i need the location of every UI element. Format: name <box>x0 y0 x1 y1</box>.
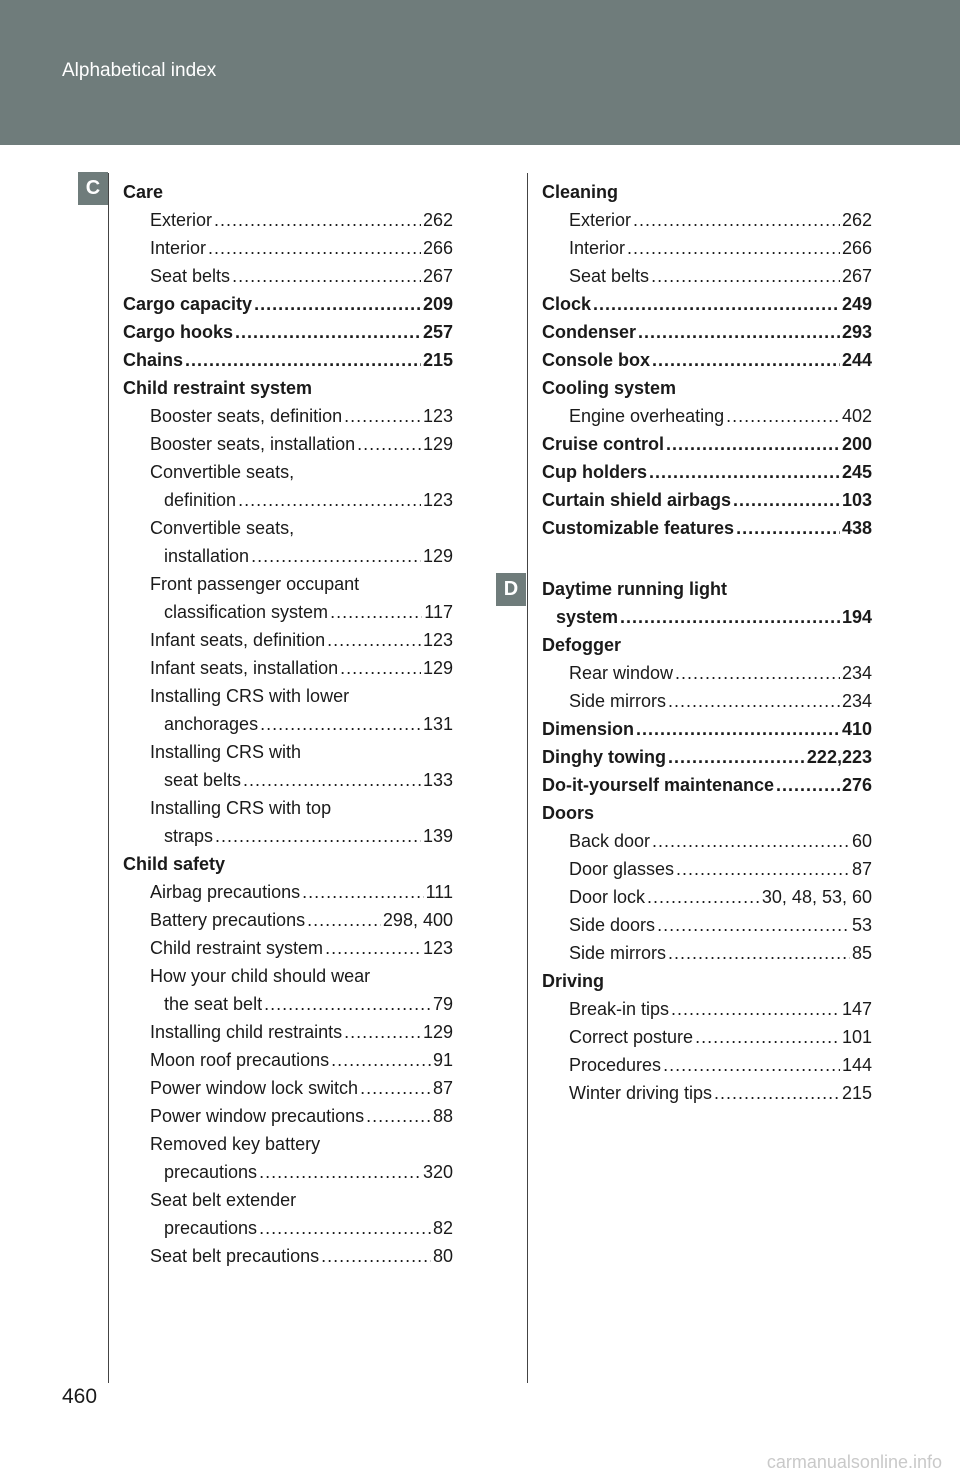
index-entry <box>569 1079 872 1107</box>
index-entry <box>569 234 872 262</box>
index-entry <box>150 934 453 962</box>
index-term: precautions <box>164 1162 258 1182</box>
page-reference[interactable]: 60 <box>851 831 872 851</box>
index-term: Interior <box>569 238 626 258</box>
page-reference[interactable]: 87 <box>432 1078 453 1098</box>
dot-leader <box>726 402 840 430</box>
index-term: Side mirrors <box>569 691 667 711</box>
page-header <box>0 0 960 145</box>
index-term: Exterior <box>150 210 213 230</box>
index-entry <box>164 598 453 626</box>
index-entry <box>542 458 872 486</box>
page-reference[interactable]: 298, 400 <box>382 910 453 930</box>
index-term: Curtain shield airbags <box>542 490 732 510</box>
index-entry <box>569 402 872 430</box>
page-reference[interactable]: 267 <box>841 266 872 286</box>
dot-leader <box>657 911 850 939</box>
dot-leader <box>232 262 421 290</box>
index-term: Defogger <box>542 635 622 655</box>
dot-leader <box>663 1051 840 1079</box>
dot-leader <box>776 771 840 799</box>
page-reference[interactable]: 85 <box>851 943 872 963</box>
index-entry <box>123 374 453 402</box>
index-term: Cleaning <box>542 182 619 202</box>
index-entry <box>150 878 453 906</box>
index-entry <box>542 178 872 206</box>
index-entry <box>164 990 453 1018</box>
index-term: Removed key battery <box>150 1134 321 1154</box>
index-term: Care <box>123 182 164 202</box>
page-reference[interactable]: 133 <box>422 770 453 790</box>
index-term: Winter driving tips <box>569 1083 713 1103</box>
dot-leader <box>260 710 421 738</box>
index-entry <box>123 178 453 206</box>
index-term: Console box <box>542 350 651 370</box>
dot-leader <box>676 855 850 883</box>
index-term: Cargo capacity <box>123 294 253 314</box>
index-entry <box>150 794 453 822</box>
dot-leader <box>636 715 840 743</box>
index-entry <box>164 542 453 570</box>
index-entry <box>123 346 453 374</box>
index-term: Battery precautions <box>150 910 306 930</box>
dot-leader <box>259 1158 421 1186</box>
dot-leader <box>357 430 421 458</box>
index-term: Exterior <box>569 210 632 230</box>
index-term: Correct posture <box>569 1027 694 1047</box>
index-entry <box>569 939 872 967</box>
dot-leader <box>671 995 840 1023</box>
page-reference[interactable]: 262 <box>422 210 453 230</box>
dot-leader <box>214 206 421 234</box>
index-term: system <box>556 607 619 627</box>
dot-leader <box>235 318 421 346</box>
index-entry <box>569 687 872 715</box>
index-term: Installing CRS with lower <box>150 686 350 706</box>
index-entry <box>150 962 453 990</box>
index-term: Clock <box>542 294 592 314</box>
index-term: classification system <box>164 602 329 622</box>
page-reference[interactable]: 123 <box>422 490 453 510</box>
dot-leader <box>668 743 805 771</box>
index-entry <box>569 827 872 855</box>
page-reference[interactable]: 79 <box>432 994 453 1014</box>
dot-leader <box>344 402 421 430</box>
dot-leader <box>668 939 850 967</box>
page-reference[interactable]: 245 <box>841 462 872 482</box>
page-reference[interactable]: 101 <box>841 1027 872 1047</box>
dot-leader <box>330 598 422 626</box>
page-reference[interactable]: 410 <box>841 719 872 739</box>
index-entry <box>150 1242 453 1270</box>
dot-leader <box>185 346 421 374</box>
index-term: Condenser <box>542 322 637 342</box>
index-entry <box>150 626 453 654</box>
index-entry <box>569 262 872 290</box>
page-reference[interactable]: 222,223 <box>806 747 872 767</box>
section-tab-d: D <box>496 573 526 606</box>
dot-leader <box>366 1102 431 1130</box>
index-term: Customizable features <box>542 518 735 538</box>
index-entry <box>123 318 453 346</box>
page-reference[interactable]: 244 <box>841 350 872 370</box>
index-entry <box>542 575 872 603</box>
index-entry <box>164 1214 453 1242</box>
index-entry <box>164 486 453 514</box>
index-entry <box>542 967 872 995</box>
dot-leader <box>208 234 421 262</box>
index-term: Side doors <box>569 915 656 935</box>
dot-leader <box>264 990 431 1018</box>
page-reference[interactable]: 88 <box>432 1106 453 1126</box>
index-entry <box>150 458 453 486</box>
dot-leader <box>714 1079 840 1107</box>
index-term: Seat belts <box>150 266 231 286</box>
dot-leader <box>254 290 421 318</box>
dot-leader <box>668 687 840 715</box>
dot-leader <box>238 486 421 514</box>
index-term: Procedures <box>569 1055 662 1075</box>
dot-leader <box>259 1214 431 1242</box>
index-term: Break-in tips <box>569 999 670 1019</box>
index-entry <box>150 514 453 542</box>
index-term: Front passenger occupant <box>150 574 360 594</box>
index-term: Cruise control <box>542 434 665 454</box>
index-entry <box>556 603 872 631</box>
index-entry <box>150 654 453 682</box>
dot-leader <box>620 603 840 631</box>
page-reference[interactable]: 129 <box>422 658 453 678</box>
dot-leader <box>331 1046 431 1074</box>
page-reference[interactable]: 194 <box>841 607 872 627</box>
index-entry <box>150 1186 453 1214</box>
index-term: Interior <box>150 238 207 258</box>
index-entry <box>150 430 453 458</box>
index-term: definition <box>164 490 237 510</box>
index-entry <box>150 738 453 766</box>
index-entry <box>569 883 872 911</box>
dot-leader <box>652 346 840 374</box>
index-entry <box>150 570 453 598</box>
index-term: Chains <box>123 350 184 370</box>
index-entry <box>150 1046 453 1074</box>
index-entry <box>150 1102 453 1130</box>
index-entry <box>542 318 872 346</box>
index-entry <box>150 402 453 430</box>
index-term: Cooling system <box>542 378 677 398</box>
header-title: Alphabetical index <box>62 60 217 81</box>
index-entry <box>123 290 453 318</box>
index-term: Back door <box>569 831 651 851</box>
index-term: Airbag precautions <box>150 882 301 902</box>
index-term: Infant seats, definition <box>150 630 326 650</box>
left-divider <box>108 173 109 1383</box>
index-entry <box>542 514 872 542</box>
index-term: Child restraint system <box>123 378 313 398</box>
index-entry <box>542 715 872 743</box>
section-tab-c: C <box>78 172 108 205</box>
page-reference[interactable]: 249 <box>841 294 872 314</box>
index-entry <box>150 682 453 710</box>
dot-leader <box>651 262 840 290</box>
center-divider <box>527 173 528 1383</box>
index-entry <box>542 430 872 458</box>
index-entry <box>150 1074 453 1102</box>
index-term: Seat belts <box>569 266 650 286</box>
page-reference[interactable]: 402 <box>841 406 872 426</box>
index-entry <box>569 995 872 1023</box>
page-reference[interactable]: 147 <box>841 999 872 1019</box>
dot-leader <box>638 318 840 346</box>
index-entry <box>569 1051 872 1079</box>
page-reference[interactable]: 123 <box>422 406 453 426</box>
dot-leader <box>695 1023 840 1051</box>
watermark: carmanualsonline.info <box>766 1452 942 1472</box>
index-entry <box>150 234 453 262</box>
page-reference[interactable]: 257 <box>422 322 453 342</box>
page-reference[interactable]: 139 <box>422 826 453 846</box>
index-term: seat belts <box>164 770 242 790</box>
index-entry <box>542 799 872 827</box>
index-term: installation <box>164 546 250 566</box>
page-reference[interactable]: 215 <box>841 1083 872 1103</box>
index-term: Convertible seats, <box>150 518 295 538</box>
index-term: Child restraint system <box>150 938 324 958</box>
page-reference[interactable]: 200 <box>841 434 872 454</box>
page-reference[interactable]: 215 <box>422 350 453 370</box>
index-term: Child safety <box>123 854 226 874</box>
dot-leader <box>215 822 421 850</box>
page-reference[interactable]: 293 <box>841 322 872 342</box>
index-term: Seat belt extender <box>150 1190 297 1210</box>
index-term: Dimension <box>542 719 635 739</box>
page-reference[interactable]: 129 <box>422 546 453 566</box>
page-reference[interactable]: 320 <box>422 1162 453 1182</box>
index-entry <box>150 206 453 234</box>
index-entry <box>164 710 453 738</box>
index-term: Doors <box>542 803 595 823</box>
index-term: Rear window <box>569 663 674 683</box>
page-reference[interactable]: 267 <box>422 266 453 286</box>
dot-leader <box>243 766 421 794</box>
index-entry <box>569 1023 872 1051</box>
dot-leader <box>325 934 421 962</box>
index-entry <box>164 822 453 850</box>
page-reference[interactable]: 266 <box>422 238 453 258</box>
index-term: precautions <box>164 1218 258 1238</box>
index-term: straps <box>164 826 214 846</box>
dot-leader <box>647 883 760 911</box>
index-term: Daytime running light <box>542 579 728 599</box>
index-term: Convertible seats, <box>150 462 295 482</box>
index-entry <box>542 743 872 771</box>
index-entry <box>542 290 872 318</box>
index-entry <box>569 911 872 939</box>
dot-leader <box>251 542 421 570</box>
dot-leader <box>666 430 840 458</box>
index-term: Power window precautions <box>150 1106 365 1126</box>
index-term: Cargo hooks <box>123 322 234 342</box>
index-entry <box>150 1018 453 1046</box>
index-term: Do-it-yourself maintenance <box>542 775 775 795</box>
index-entry <box>569 659 872 687</box>
index-term: Dinghy towing <box>542 747 666 767</box>
page-reference[interactable]: 276 <box>841 775 872 795</box>
index-entry <box>569 855 872 883</box>
dot-leader <box>593 290 840 318</box>
index-term: Moon roof precautions <box>150 1050 330 1070</box>
index-term: Door glasses <box>569 859 675 879</box>
index-entry <box>542 346 872 374</box>
page-reference[interactable]: 262 <box>841 210 872 230</box>
index-entry <box>150 1130 453 1158</box>
page-reference[interactable]: 209 <box>422 294 453 314</box>
index-term: Installing CRS with <box>150 742 302 762</box>
dot-leader <box>736 514 840 542</box>
index-term: Door lock <box>569 887 646 907</box>
page-reference[interactable]: 117 <box>424 602 453 622</box>
index-term: Booster seats, definition <box>150 406 343 426</box>
index-term: Installing child restraints <box>150 1022 343 1042</box>
page-reference[interactable]: 30, 48, 53, 60 <box>761 887 872 907</box>
index-entry <box>542 771 872 799</box>
index-term: How your child should wear <box>150 966 371 986</box>
page-reference[interactable]: 438 <box>841 518 872 538</box>
dot-leader <box>649 458 840 486</box>
index-term: Cup holders <box>542 462 648 482</box>
page-reference[interactable]: 111 <box>425 882 453 902</box>
index-term: the seat belt <box>164 994 263 1014</box>
dot-leader <box>344 1018 421 1046</box>
index-entry <box>542 374 872 402</box>
dot-leader <box>321 1242 431 1270</box>
index-entry <box>164 1158 453 1186</box>
dot-leader <box>733 486 840 514</box>
page-reference[interactable]: 131 <box>422 714 453 734</box>
dot-leader <box>360 1074 431 1102</box>
index-entry <box>123 850 453 878</box>
page-reference[interactable]: 123 <box>422 630 453 650</box>
page-reference[interactable]: 87 <box>851 859 872 879</box>
page-reference[interactable]: 123 <box>422 938 453 958</box>
page-reference[interactable]: 103 <box>841 490 872 510</box>
page-reference[interactable]: 144 <box>841 1055 872 1075</box>
page-number: 460 <box>62 1385 98 1408</box>
index-entry <box>542 486 872 514</box>
index-term: Infant seats, installation <box>150 658 339 678</box>
page-reference[interactable]: 80 <box>432 1246 453 1266</box>
page-reference[interactable]: 266 <box>841 238 872 258</box>
dot-leader <box>627 234 840 262</box>
index-term: Power window lock switch <box>150 1078 359 1098</box>
dot-leader <box>302 878 424 906</box>
dot-leader <box>307 906 381 934</box>
index-entry <box>164 766 453 794</box>
page-reference[interactable]: 129 <box>422 434 453 454</box>
page-reference[interactable]: 234 <box>841 663 872 683</box>
dot-leader <box>340 654 421 682</box>
page-reference[interactable]: 91 <box>432 1050 453 1070</box>
index-entry <box>542 631 872 659</box>
dot-leader <box>633 206 840 234</box>
index-term: anchorages <box>164 714 259 734</box>
page-reference[interactable]: 234 <box>841 691 872 711</box>
index-term: Engine overheating <box>569 406 725 426</box>
page-reference[interactable]: 129 <box>422 1022 453 1042</box>
dot-leader <box>652 827 850 855</box>
page-reference[interactable]: 53 <box>851 915 872 935</box>
page-reference[interactable]: 82 <box>432 1218 453 1238</box>
dot-leader <box>327 626 421 654</box>
index-entry <box>569 206 872 234</box>
index-term: Booster seats, installation <box>150 434 356 454</box>
dot-leader <box>675 659 840 687</box>
index-term: Seat belt precautions <box>150 1246 320 1266</box>
index-term: Side mirrors <box>569 943 667 963</box>
index-entry <box>150 906 453 934</box>
index-term: Driving <box>542 971 605 991</box>
index-entry <box>150 262 453 290</box>
index-term: Installing CRS with top <box>150 798 332 818</box>
